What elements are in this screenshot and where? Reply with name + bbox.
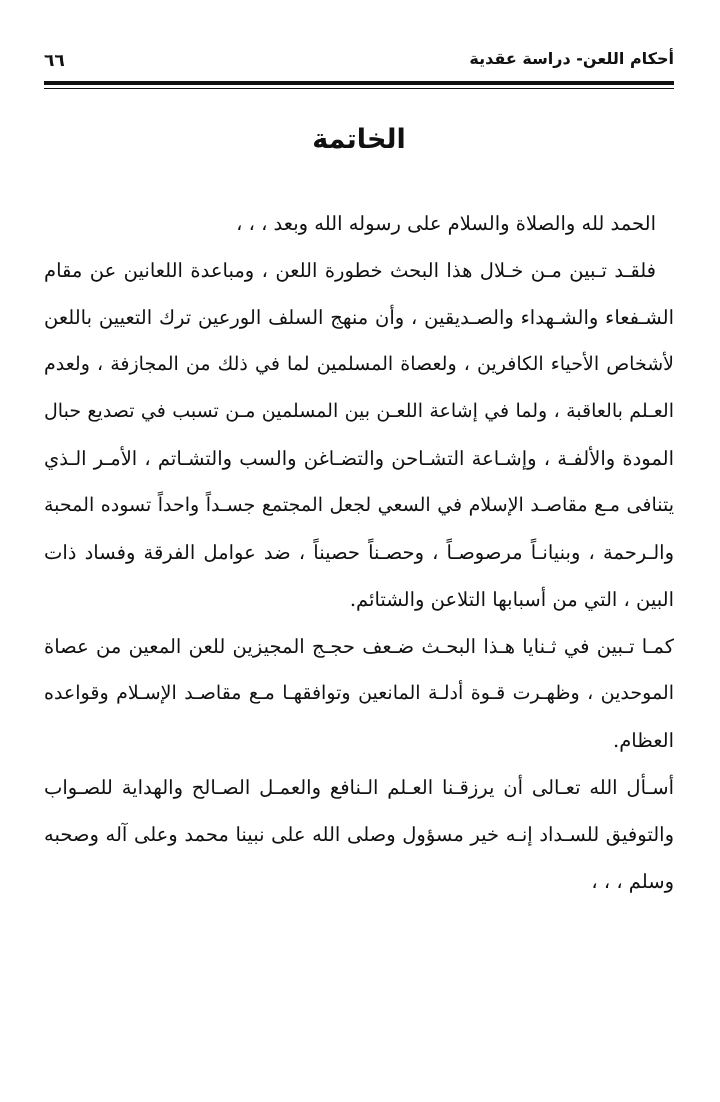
body-text <box>44 200 674 905</box>
text-line: العـلم بالعاقبة ، ولما في إشاعة اللعـن بين المسلمين مـن تسبب في تصديع حبال <box>44 400 674 422</box>
chapter-title: الخاتمة <box>312 124 406 155</box>
header-title: أحكام اللعن- دراسة عقدية <box>469 49 674 68</box>
text-line: والـرحمة ، وبنيانـاً مرصوصـاً ، وحصـناً حصيناً ، ضد عوامل الفرقة وفساد ذات <box>44 541 674 564</box>
text-line: لأشخاص الأحياء الكافرين ، ولعصاة المسلمين لما في ذلك من المجازفة ، ولعدم <box>44 353 674 375</box>
text-line: كمـا تـبين في ثـنايا هـذا البحـث ضـعف حجـج المجيزين للعن المعين من عصاة <box>44 635 674 658</box>
text-line: فلقـد تـبين مـن خـلال هذا البحث خطورة اللعن ، ومباعدة اللعانين عن مقام <box>44 259 656 282</box>
text-line: المودة والألفـة ، وإشـاعة التشـاحن والتضـاغن والسب والتشـاتم ، الأمـر الـذي <box>44 447 674 470</box>
running-header <box>44 46 674 76</box>
text-line: الشـفعاء والشـهداء والصـديقين ، وأن منهج السلف الورعين ترك التعيين باللعن <box>44 306 674 329</box>
header-rule-thin <box>44 88 674 89</box>
text-line: البين ، التي من أسبابها التلاعن والشتائم. <box>349 588 674 611</box>
page-number: ٦٦ <box>44 51 65 71</box>
text-line: الموحدين ، وظهـرت قـوة أدلـة المانعين وتوافقهـا مـع مقاصـد الإسـلام وقواعده <box>44 682 674 704</box>
text-line: والتوفيق للسـداد إنـه خير مسؤول وصلى الله على نبينا محمد وعلى آله وصحبه <box>44 823 674 846</box>
text-line: الحمد لله والصلاة والسلام على رسوله الله وبعد ، ، ، <box>236 212 656 235</box>
text-line: أسـأل الله تعـالى أن يرزقـنا العـلم الـنافع والعمـل الصـالح والهداية للصـواب <box>44 776 674 799</box>
text-line: العظام. <box>613 729 674 752</box>
text-line: وسلم ، ، ، <box>591 870 674 893</box>
header-rule-thick <box>44 81 674 85</box>
text-line: يتنافى مـع مقاصـد الإسلام في السعي لجعل المجتمع جسـداً واحداً تسوده المحبة <box>44 494 674 516</box>
